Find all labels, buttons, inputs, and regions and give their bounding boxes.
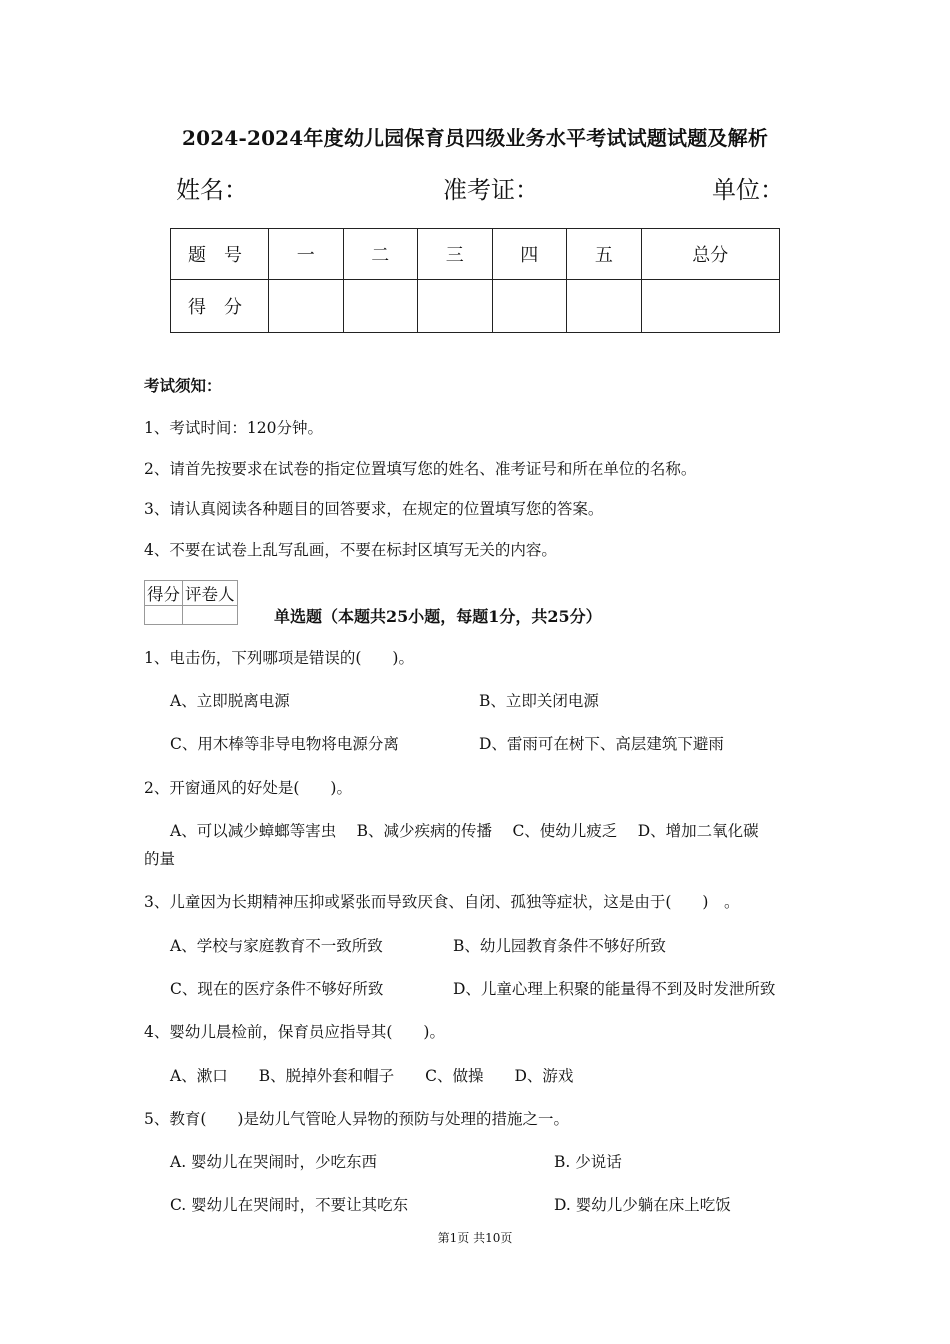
column-header: 一	[269, 229, 344, 280]
option-a: A、学校与家庭教育不一致所致	[170, 937, 383, 955]
option-c: C、现在的医疗条件不够好所致	[170, 980, 384, 998]
option-c: C. 婴幼儿在哭闹时，不要让其吃东	[170, 1196, 409, 1214]
column-header: 四	[492, 229, 567, 280]
grader-name-label: 评卷人	[183, 581, 238, 606]
score-table-score-row	[171, 280, 780, 333]
column-header-total: 总分	[641, 229, 779, 280]
option-a: A. 婴幼儿在哭闹时，少吃东西	[170, 1153, 378, 1171]
column-header: 三	[418, 229, 493, 280]
notice-item: 2、请首先按要求在试卷的指定位置填写您的姓名、准考证号和所在单位的名称。	[144, 460, 697, 478]
score-cell[interactable]	[343, 280, 418, 333]
notice-item: 1、考试时间：120分钟。	[144, 419, 323, 437]
score-table	[170, 228, 780, 333]
question-number-label: 题号	[171, 229, 269, 280]
grader-box-header	[145, 581, 238, 606]
option-a: A、立即脱离电源	[170, 692, 290, 710]
score-cell[interactable]	[418, 280, 493, 333]
grader-box-blank-row	[145, 606, 238, 625]
unit-field-label: 单位：	[712, 176, 784, 204]
page-title: 2024-2024年度幼儿园保育员四级业务水平考试试题试题及解析	[181, 126, 769, 150]
score-cell-total[interactable]	[641, 280, 779, 333]
question-stem: 2、开窗通风的好处是( )。	[144, 779, 352, 797]
score-table-header-row	[171, 229, 780, 280]
option-b: B. 少说话	[554, 1153, 622, 1171]
score-label: 得分	[171, 280, 269, 333]
exam-id-field-label: 准考证：	[443, 176, 539, 204]
grader-name-cell[interactable]	[183, 606, 238, 625]
section-title: 单选题（本题共25小题，每题1分，共25分）	[274, 607, 602, 626]
option-b: B、立即关闭电源	[479, 692, 599, 710]
question-stem: 5、教育( )是幼儿气管呛人异物的预防与处理的措施之一。	[144, 1110, 569, 1128]
options-line: A、可以减少蟑螂等害虫 B、减少疾病的传播 C、使幼儿疲乏 D、增加二氧化碳	[170, 822, 759, 840]
column-header: 五	[567, 229, 642, 280]
notice-item: 3、请认真阅读各种题目的回答要求，在规定的位置填写您的答案。	[144, 500, 604, 518]
grader-score-label: 得分	[145, 581, 183, 606]
notice-heading: 考试须知：	[144, 376, 222, 395]
score-cell[interactable]	[269, 280, 344, 333]
question-stem: 1、电击伤，下列哪项是错误的( )。	[144, 649, 414, 667]
question-stem: 3、儿童因为长期精神压抑或紧张而导致厌食、自闭、孤独等症状，这是由于( ) 。	[144, 893, 740, 911]
grader-score-cell[interactable]	[145, 606, 183, 625]
grader-box	[144, 580, 238, 625]
question-stem: 4、婴幼儿晨检前，保育员应指导其( )。	[144, 1023, 445, 1041]
page-footer: 第1页 共10页	[437, 1231, 513, 1245]
score-cell[interactable]	[567, 280, 642, 333]
column-header: 二	[343, 229, 418, 280]
options-wrap: 的量	[144, 850, 176, 868]
name-field-label: 姓名：	[176, 176, 248, 204]
score-cell[interactable]	[492, 280, 567, 333]
notice-item: 4、不要在试卷上乱写乱画，不要在标封区填写无关的内容。	[144, 541, 557, 559]
option-c: C、用木棒等非导电物将电源分离	[170, 735, 399, 753]
option-d: D、儿童心理上积聚的能量得不到及时发泄所致	[453, 980, 776, 998]
option-d: D. 婴幼儿少躺在床上吃饭	[554, 1196, 731, 1214]
option-d: D、雷雨可在树下、高层建筑下避雨	[479, 735, 724, 753]
options-line: A、漱口 B、脱掉外套和帽子 C、做操 D、游戏	[170, 1067, 574, 1085]
option-b: B、幼儿园教育条件不够好所致	[453, 937, 666, 955]
